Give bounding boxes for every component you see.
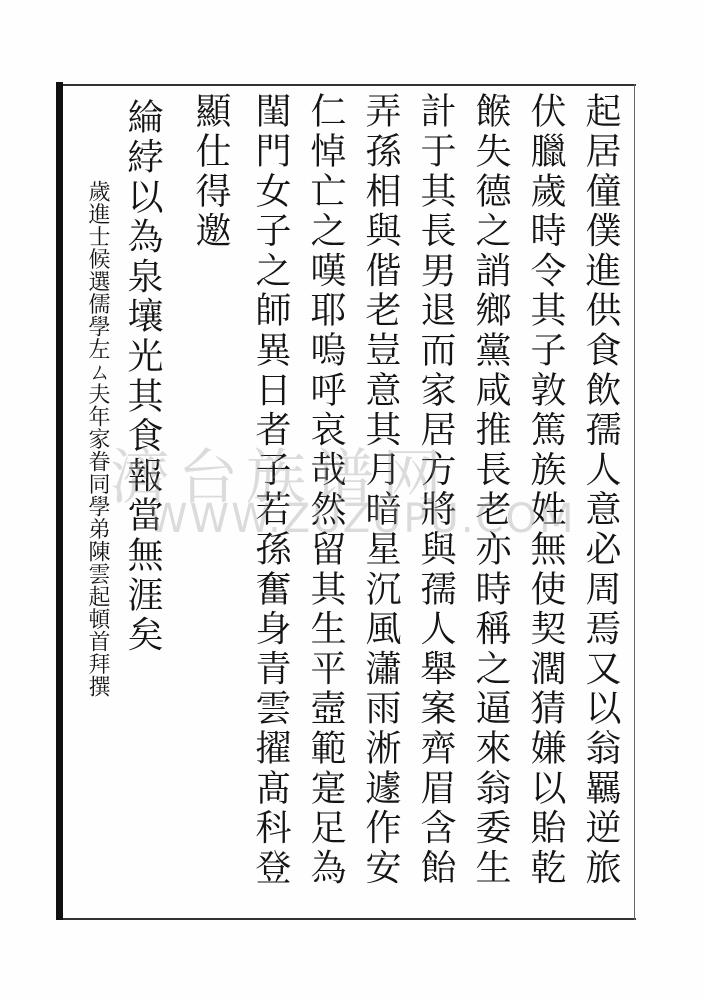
text-column-8: 顯仕得邀 <box>190 92 231 252</box>
text-column-7: 閨門女子之師異日者子若孫奮身青雲擢髙科登 <box>250 92 291 888</box>
text-column-9: 綸綍以為泉壤光其食報當無涯矣 <box>122 98 163 656</box>
watermark-latin: WWW.ZUZUPU.COM <box>148 496 576 542</box>
page-border-left <box>56 82 63 920</box>
text-column-6: 仁悼亡之嘆耶嗚呼哀哉然留其生平壼範寔足為 <box>305 92 346 888</box>
text-column-4: 計于其長男退而家居方將與孺人舉案齊眉含飴 <box>415 92 456 888</box>
page-border-top <box>56 84 636 86</box>
text-column-5: 弄孫相與偕老豈意其月暗星沉風瀟雨淅遽作安 <box>360 92 401 888</box>
page-border-bottom <box>56 918 636 920</box>
text-column-3: 餱失德之誚鄉黨咸推長老亦時稱之逼來翁委生 <box>470 92 511 888</box>
page-border-right <box>634 84 635 920</box>
watermark-chinese: 濟台族谱网 <box>110 443 450 513</box>
text-column-1: 起居僮僕進供食飲孺人意必周焉又以翁羈逆旅 <box>580 92 621 888</box>
author-signature: 歲進士候選儒學左ㄙ夫年家眷同學弟陳雲起頓首拜撰 <box>85 180 110 698</box>
text-column-2: 伏臘歲時令其子敦篤族姓無使契濶猜嫌以貽乾 <box>525 92 566 888</box>
